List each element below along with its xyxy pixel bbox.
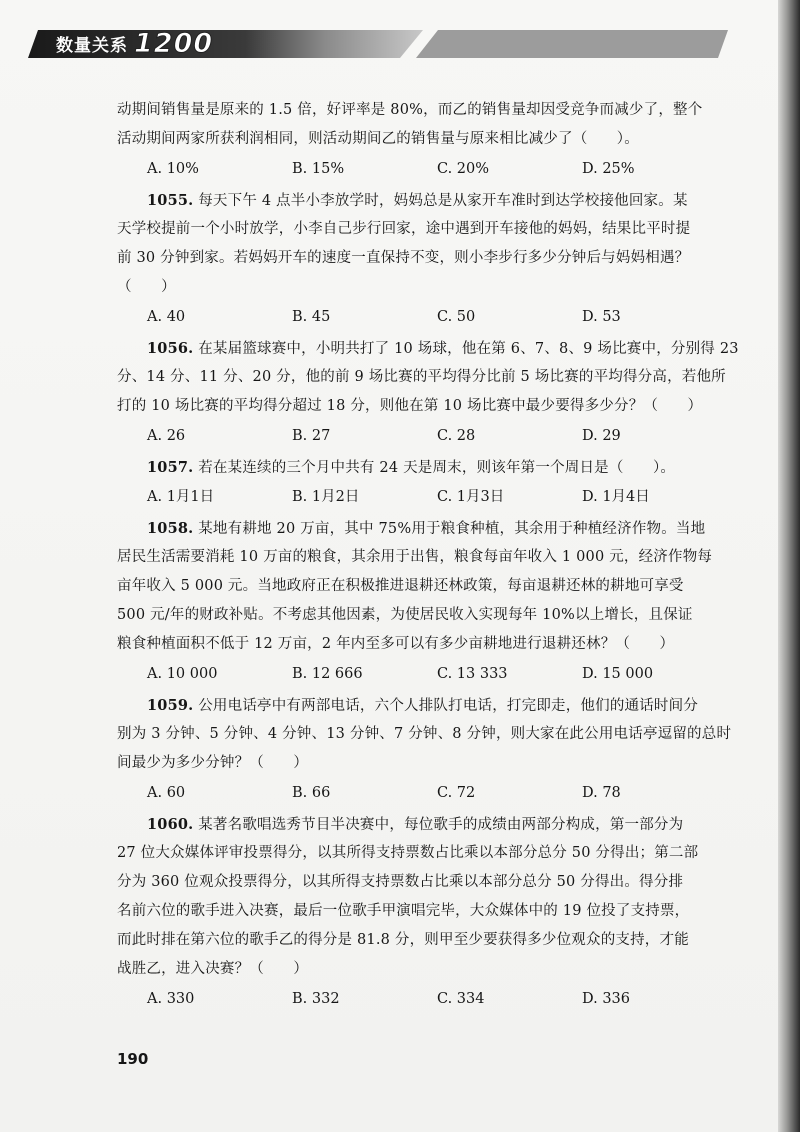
- question-text-line: 而此时排在第六位的歌手乙的得分是 81.8 分，则甲至少要获得多少位观众的支持，才能: [117, 932, 689, 948]
- question-number: 1058.: [147, 520, 194, 537]
- question-text-line: 27 位大众媒体评审投票得分，以其所得支持票数占比乘以本部分总分 50 分得出；第二部: [117, 845, 699, 861]
- question-number: 1059.: [147, 697, 194, 714]
- options-row: [147, 421, 742, 453]
- option-d: D. 336: [582, 991, 631, 1007]
- question-text-line: 间最少为多少分钟？（ ）: [117, 755, 309, 771]
- option-b: B. 66: [292, 785, 331, 801]
- option-c: C. 1月3日: [437, 489, 505, 505]
- question-continuation: [117, 96, 742, 186]
- question-text-line: 别为 3 分钟、5 分钟、4 分钟、13 分钟、7 分钟、8 分钟，则大家在此公用电话亭逗留的总时: [117, 726, 732, 742]
- question-text: 某地有耕地 20 万亩，其中 75%用于粮食种植，其余用于种植经济作物。当地: [198, 521, 706, 537]
- option-a: A. 330: [147, 991, 195, 1007]
- question-text-line: 粮食种植面积不低于 12 万亩，2 年内至多可以有多少亩耕地进行退耕还林？（ ）: [117, 636, 675, 652]
- question-number: 1056.: [147, 340, 194, 357]
- question-text: 某著名歌唱选秀节目半决赛中，每位歌手的成绩由两部分构成，第一部分为: [198, 817, 684, 833]
- question-text-line: 名前六位的歌手进入决赛，最后一位歌手甲演唱完毕，大众媒体中的 19 位投了支持票，: [117, 903, 690, 919]
- question-text-line: 分、14 分、11 分、20 分，他的前 9 场比赛的平均得分比前 5 场比赛的平均得分高，若他所: [117, 369, 726, 385]
- question-text-line: 500 元/年的财政补贴。不考虑其他因素，为使居民收入实现每年 10%以上增长，且保证: [117, 607, 693, 623]
- question-1055: [117, 186, 742, 334]
- question-text-line: （ ）: [117, 279, 176, 295]
- option-a: A. 40: [147, 309, 186, 325]
- page-edge-shadow: [778, 0, 800, 1132]
- options-row: [147, 778, 742, 810]
- options-row: [147, 984, 742, 1016]
- question-text-line: 居民生活需要消耗 10 万亩的粮食，其余用于出售，粮食每亩年收入 1 000 元，经济作物每: [117, 549, 713, 565]
- option-d: D. 78: [582, 785, 621, 801]
- question-text-line: 天学校提前一个小时放学，小李自己步行回家，途中遇到开车接他的妈妈，结果比平时提: [117, 221, 691, 237]
- option-b: B. 12 666: [292, 666, 363, 682]
- option-a: A. 1月1日: [147, 489, 215, 505]
- question-text: 在某届篮球赛中，小明共打了 10 场球，他在第 6、7、8、9 场比赛中，分别得 23: [198, 341, 739, 357]
- options-row: [147, 302, 742, 334]
- question-text-line: 亩年收入 5 000 元。当地政府正在积极推进退耕还林政策，每亩退耕还林的耕地可享受: [117, 578, 684, 594]
- question-number: 1057.: [147, 459, 194, 476]
- question-number: 1055.: [147, 192, 194, 209]
- question-text-line: 活动期间两家所获利润相同，则活动期间乙的销售量与原来相比减少了（ ）。: [117, 131, 639, 147]
- option-a: A. 10 000: [147, 666, 218, 682]
- option-c: C. 334: [437, 991, 485, 1007]
- question-text: 若在某连续的三个月中共有 24 天是周末，则该年第一个周日是（ ）。: [198, 460, 676, 476]
- options-row: [147, 154, 742, 186]
- option-a: A. 26: [147, 428, 186, 444]
- question-text-line: 分为 360 位观众投票得分，以其所得支持票数占比乘以本部分总分 50 分得出。得分排: [117, 874, 684, 890]
- question-1058: [117, 514, 742, 691]
- option-d: D. 1月4日: [582, 489, 650, 505]
- question-text-line: 前 30 分钟到家。若妈妈开车的速度一直保持不变，则小李步行多少分钟后与妈妈相遇？: [117, 250, 690, 266]
- question-number: 1060.: [147, 816, 194, 833]
- question-text-line: 动期间销售量是原来的 1.5 倍，好评率是 80%，而乙的销售量却因受竞争而减少了，整个: [117, 102, 703, 118]
- series-title: [56, 27, 214, 59]
- question-1056: [117, 334, 742, 453]
- option-d: D. 15 000: [582, 666, 654, 682]
- page-number: 190: [117, 1050, 149, 1068]
- question-text-line: [117, 514, 742, 543]
- question-text-line: [117, 186, 742, 215]
- option-c: C. 72: [437, 785, 476, 801]
- option-c: C. 13 333: [437, 666, 508, 682]
- question-text-line: [117, 810, 742, 839]
- option-d: D. 29: [582, 428, 621, 444]
- question-text-line: 战胜乙，进入决赛？（ ）: [117, 961, 309, 977]
- option-b: B. 332: [292, 991, 340, 1007]
- question-text-line: [117, 691, 742, 720]
- option-b: B. 45: [292, 309, 331, 325]
- question-1060: [117, 810, 742, 1016]
- option-b: B. 15%: [292, 161, 345, 177]
- question-text-line: [117, 334, 742, 363]
- question-text: 每天下午 4 点半小李放学时，妈妈总是从家开车准时到达学校接他回家。某: [198, 193, 688, 209]
- option-a: A. 10%: [147, 161, 199, 177]
- question-text-line: 打的 10 场比赛的平均得分超过 18 分，则他在第 10 场比赛中最少要得多少分？（ ）: [117, 398, 703, 414]
- option-c: C. 50: [437, 309, 476, 325]
- option-a: A. 60: [147, 785, 186, 801]
- option-b: B. 27: [292, 428, 331, 444]
- series-title-cn: 数量关系: [56, 35, 128, 56]
- series-title-number: 1200: [134, 27, 214, 59]
- option-c: C. 28: [437, 428, 476, 444]
- options-row: [147, 659, 742, 691]
- question-1057: [117, 453, 742, 514]
- page-content: [117, 96, 742, 1016]
- options-row: [147, 482, 742, 514]
- option-d: D. 25%: [582, 161, 635, 177]
- option-d: D. 53: [582, 309, 621, 325]
- option-b: B. 1月2日: [292, 489, 360, 505]
- question-text-line: [117, 453, 742, 482]
- question-text: 公用电话亭中有两部电话，六个人排队打电话，打完即走，他们的通话时间分: [198, 698, 699, 714]
- question-1059: [117, 691, 742, 810]
- option-c: C. 20%: [437, 161, 490, 177]
